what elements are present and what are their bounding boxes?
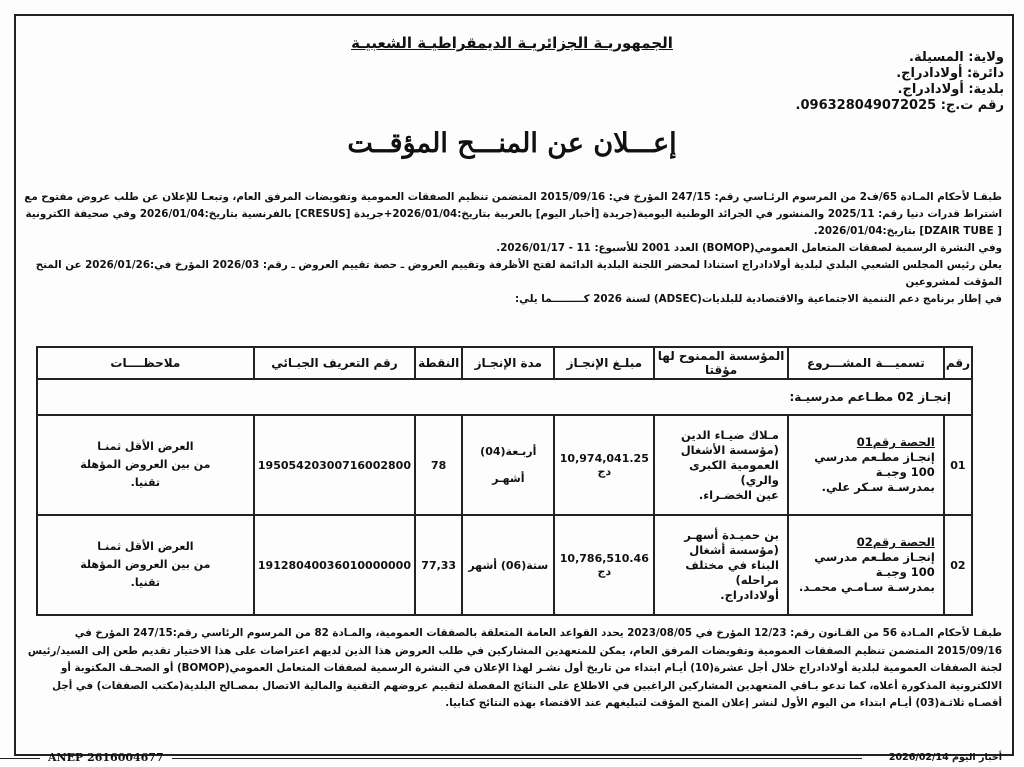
cell-amount: 10,974,041.25 دج bbox=[554, 415, 654, 515]
country-header: الجمهوريـة الجزائريـة الديمقراطيـة الشعبيـة bbox=[351, 34, 673, 52]
duration-line: أشهـر bbox=[492, 472, 525, 485]
company-line: بن حميـدة أسهـر bbox=[684, 527, 779, 542]
notes-line: من بين العروض المؤهلة bbox=[80, 558, 211, 571]
company-line: (مؤسسة الأشغال العمومية الكبرى والري) bbox=[680, 442, 779, 487]
company-line: (مؤسسة أشغال البناء في مختلف مراحله) bbox=[685, 542, 779, 587]
section-row bbox=[37, 379, 972, 415]
intro-line: وفي النشرة الرسمية لصفقات المتعامل العمومي(BOMOP) العدد 2001 للأسبوع: 11 - 2026/01/17. bbox=[496, 242, 1002, 254]
publication-footer bbox=[0, 751, 1024, 767]
cell-notes bbox=[37, 415, 254, 515]
footer-rule bbox=[172, 758, 862, 759]
intro-line: يعلن رئيس المجلس الشعبي البلدي لبلدية أولادادراج استنادا لمحضر اللجنة البلدية الدائمة لفتح الأظرفة وتقييم العروض ـ حصة تقييم العروض ـ رقم: 2026/03 المؤرخ في:2026/01/26 عن المنح المؤقت لمشروعين bbox=[35, 259, 1002, 288]
header-nif: رقم التعريف الجبـائي bbox=[254, 347, 416, 379]
cell-amount: 10,786,510.46 دج bbox=[554, 515, 654, 615]
table-row bbox=[37, 515, 972, 615]
announcement-title: إعـــلان عن المنـــح المؤقــت bbox=[347, 128, 677, 159]
lot-label: الحصة رقم01 bbox=[856, 435, 935, 449]
company-line: أولادادراج. bbox=[720, 587, 779, 602]
administrative-info bbox=[744, 50, 1004, 114]
commune-line: بلدية: أولادادراج. bbox=[897, 82, 1004, 97]
newspaper-date: أخبار اليوم 2026/02/14 bbox=[888, 752, 1002, 763]
cell-number: 01 bbox=[944, 415, 972, 515]
notes-line: تقنيا. bbox=[130, 576, 161, 589]
anep-reference: ANEP 2616004677 bbox=[48, 751, 164, 764]
header-company: المؤسسة الممنوح لها مؤقتا bbox=[654, 347, 788, 379]
company-line: عين الخضـراء. bbox=[698, 487, 779, 502]
notes-line: تقنيا. bbox=[130, 476, 161, 489]
cell-score: 78 bbox=[415, 415, 462, 515]
award-table bbox=[36, 346, 973, 616]
header-score: النقطة bbox=[415, 347, 462, 379]
appeal-paragraph: طبقـا لأحكام المـادة 56 من القـانون رقم: 12/23 المؤرخ في 2023/08/05 يحدد القواعد العامة المتعلقة بالصفقات العمومية، والمـادة 82 من المرسوم الرئاسي رقم:247/15 المؤرخ في 2015/09/16 المتضمن تنظيم الصفقات العمومية وتفويضات المرفق العام، يمكن للمتعهدين المشاركين في طلب العروض هذا الذين لديهم اعتراضات على هذا الاختيار تقديم طعن إلى السيد/رئيس لجنة الصفقات العمومية لبلدية أولادادراج خلال أجل عشرة(10) أيـام ابتداء من تاريخ أول نشـر لهذا الإعلان في النشرة الرسمية لصفقات المتعامل العمومي(BOMOP) أو الصحـف المكتوبة أو الالكترونية المذكورة أعلاه، كما تدعو بـاقي المتعهدين المشاركين الراغبين في الاطلاع على النتائج المفصلة لتقييم عروضهم التقنية والمالية الاتصال بمصـالح البلدية(مكتب الصفقات) في أجل أقصـاه ثلاثـة(03) أيـام ابتداء من اليوم الأول لنشر إعلان المنح المؤقت لتبليغهم عند الاقتضاء بهذه النتائج كتابيا. bbox=[27, 627, 1002, 709]
daira-line: دائرة: أولادادراج. bbox=[896, 66, 1004, 81]
header-duration: مدة الإنجـاز bbox=[462, 347, 554, 379]
notes-line: من بين العروض المؤهلة bbox=[80, 458, 211, 471]
section-title: إنجـاز 02 مطـاعم مدرسيـة: bbox=[37, 379, 972, 415]
duration-line: ستة(06) أشهر bbox=[468, 558, 549, 572]
wilaya-line: ولاية: المسيلة. bbox=[909, 50, 1004, 65]
project-line: إنجـاز مطـعم مدرسي 100 وجبـة bbox=[814, 450, 935, 479]
intro-line: في إطار برنامج دعم التنمية الاجتماعية والاقتصادية للبلديات(ADSEC) لسنة 2026 كـــــــــما يلي: bbox=[515, 293, 1002, 305]
header-number: رقم bbox=[944, 347, 972, 379]
tax-id-line: رقم ت.ج: 096328049072025. bbox=[795, 98, 1004, 113]
project-line: بمدرسـة سـكر علي. bbox=[821, 480, 935, 494]
cell-company bbox=[654, 415, 788, 515]
project-line: بمدرسـة سـامـي محمـد. bbox=[798, 580, 935, 594]
cell-company bbox=[654, 515, 788, 615]
cell-project bbox=[788, 515, 944, 615]
cell-number: 02 bbox=[944, 515, 972, 615]
header-notes: ملاحظــــات bbox=[37, 347, 254, 379]
cell-nif: 191280400360100000​00 bbox=[254, 515, 416, 615]
cell-project bbox=[788, 415, 944, 515]
notes-line: العرض الأقل ثمنـا bbox=[97, 540, 194, 553]
duration-line: أربـعة(04) bbox=[480, 445, 537, 458]
table-row bbox=[37, 415, 972, 515]
table-header-row bbox=[37, 347, 972, 379]
cell-duration bbox=[462, 515, 554, 615]
header-amount: مبلـغ الإنجـاز bbox=[554, 347, 654, 379]
footer-rule bbox=[0, 758, 40, 759]
cell-nif: 195054203007160028​00 bbox=[254, 415, 416, 515]
cell-notes bbox=[37, 515, 254, 615]
cell-score: 77,33 bbox=[415, 515, 462, 615]
lot-label: الحصة رقم02 bbox=[856, 535, 935, 549]
notes-line: العرض الأقل ثمنـا bbox=[97, 440, 194, 453]
cell-duration bbox=[462, 415, 554, 515]
intro-paragraph bbox=[20, 189, 1002, 308]
project-line: إنجـاز مطـعم مدرسي 100 وجبـة bbox=[814, 550, 935, 579]
intro-line: طبقـا لأحكام المـادة 65/ف2 من المرسوم الرئـاسي رقم: 247/15 المؤرخ في: 2015/09/16 المتضمن تنظيم الصفقات العمومية وتفويضات المرفق العام، وتبعـا للإعلان عن طلب عروض مفتوح مع اشتراط قدرات دنيا رقم: 2025/11 والمنشور في الجرائد الوطنية اليومية(جريدة [أخبار اليوم] بالعربية بتاريخ:2026/01/04+جريدة [CRESUS] بالفرنسية بتاريخ:2026/01/04 وفي صحيفة الكترونية [ DZAIR TUBE] بتاريخ:2026/01/04. bbox=[24, 191, 1002, 237]
header-project: تسميـــة المشـــروع bbox=[788, 347, 944, 379]
company-line: مـلاك ضيـاء الدين bbox=[681, 427, 779, 442]
